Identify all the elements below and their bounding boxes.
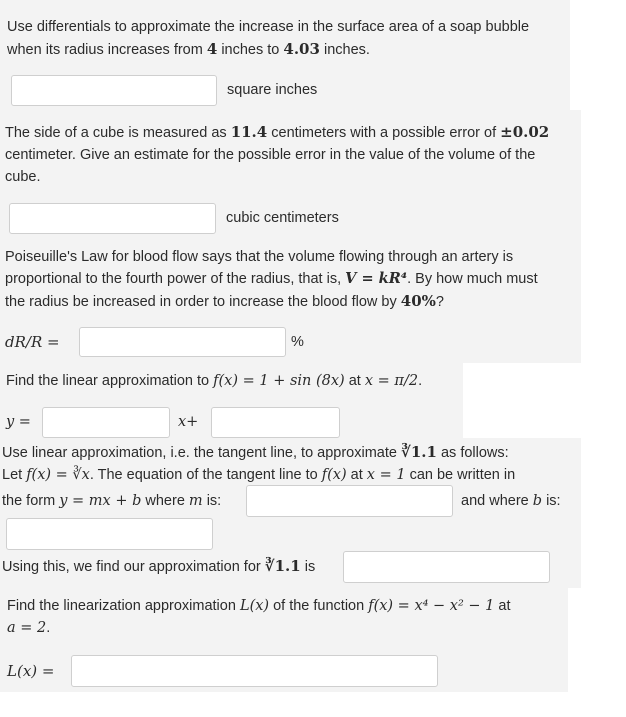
q5-line-1-pre: Use linear approximation, i.e. the tangent line, to approximate: [2, 445, 401, 461]
q5-line-3-is: is:: [202, 493, 222, 509]
q6-line-2: [7, 617, 50, 640]
q3-line-3-pre: the radius be increased in order to increase the blood flow by: [5, 294, 401, 310]
q1-line-1: Use differentials to approximate the increase in the surface area of a soap bubble: [7, 19, 530, 35]
q3-answer-label: dR/R =: [5, 333, 60, 351]
q5-is-label: is:: [542, 493, 561, 509]
q1-radius-end: 4.03: [283, 40, 320, 58]
q3-formula: V = kR⁴: [345, 270, 408, 287]
q3-unit: %: [291, 334, 304, 350]
q5-line-1: [2, 441, 509, 465]
q5-fx: f(x): [321, 467, 347, 483]
q5-b-label: [461, 490, 561, 513]
q2-error: ±0.02: [500, 123, 550, 141]
q3-line-3: [5, 290, 444, 314]
q6-line-1-post: at: [494, 598, 511, 614]
q5-function: f(x) = ∛x: [26, 467, 90, 483]
q4-point: x = π/2: [364, 373, 419, 389]
q5-approx-input[interactable]: [343, 551, 550, 583]
q4-x-label: x+: [178, 414, 199, 430]
q6-line-1-mid: of the function: [269, 598, 369, 614]
q2-line-3: cube.: [5, 169, 41, 185]
q6-function: f(x) = x⁴ − x² − 1: [368, 598, 495, 614]
q5-point: x = 1: [366, 467, 406, 483]
q5-m-var: m: [188, 493, 203, 509]
q2-side: 11.4: [230, 123, 268, 141]
q4-y-label: y =: [6, 414, 31, 430]
q5-line-1-post: as follows:: [436, 445, 509, 461]
q5-using-root: ∛1.1: [264, 557, 301, 575]
q4-question: [6, 370, 422, 393]
q5-line-3-pre: the form: [2, 493, 60, 509]
q6-answer-input[interactable]: [71, 655, 438, 687]
q4-intercept-input[interactable]: [211, 407, 340, 438]
q6-point-post: .: [46, 620, 51, 636]
q1-line-2-mid: inches to: [217, 42, 284, 58]
q5-form: y = mx + b: [59, 493, 142, 509]
q3-line-1: Poiseuille's Law for blood flow says that the volume flowing through an artery is: [5, 249, 514, 265]
q5-and-where: and where: [461, 493, 533, 509]
q5-line-2-at: at: [346, 467, 367, 483]
q5-root: ∛1.1: [400, 443, 437, 461]
q1-line-2: [7, 38, 370, 62]
q2-line-1-pre: The side of a cube is measured as: [5, 125, 231, 141]
q1-radius-start: 4: [206, 40, 218, 58]
q3-answer-input[interactable]: [79, 327, 286, 357]
q5-line-2-mid: . The equation of the tangent line to: [89, 467, 322, 483]
q4-slope-input[interactable]: [42, 407, 170, 438]
q5-line-2-pre: Let: [2, 467, 27, 483]
q4-text-post: .: [418, 373, 423, 389]
q2-unit: cubic centimeters: [226, 210, 339, 226]
q6-answer-label: L(x) =: [7, 662, 55, 680]
q4-function: f(x) = 1 + sin (8x): [213, 373, 345, 389]
q5-b-var: b: [532, 493, 543, 509]
q3-line-2-post: . By how much must: [407, 271, 538, 287]
q3-line-2-pre: proportional to the fourth power of the radius, that is,: [5, 271, 346, 287]
q1-line-2-pre: when its radius increases from: [7, 42, 207, 58]
q2-line-1-mid: centimeters with a possible error of: [267, 125, 501, 141]
q3-percent: 40%: [400, 292, 436, 310]
q3-line-2: [5, 268, 538, 291]
q5-b-input[interactable]: [6, 518, 213, 550]
q5-using-pre: Using this, we find our approximation for: [2, 559, 265, 575]
q5-m-input[interactable]: [246, 485, 453, 517]
q5-line-3: [2, 490, 221, 513]
q1-line-2-post: inches.: [319, 42, 370, 58]
q2-answer-input[interactable]: [9, 203, 216, 234]
q5-line-3-mid: where: [141, 493, 189, 509]
q2-line-2: centimeter. Give an estimate for the possible error in the value of the volume of the: [5, 147, 536, 163]
q4-text-mid: at: [344, 373, 365, 389]
q6-point: a = 2: [7, 620, 47, 636]
q3-line-3-post: ?: [435, 294, 444, 310]
q5-using-post: is: [300, 559, 316, 575]
q1-answer-input[interactable]: [11, 75, 217, 106]
q6-line-1: [7, 595, 511, 618]
q5-line-2-post: can be written in: [405, 467, 516, 483]
q4-text-pre: Find the linear approximation to: [6, 373, 214, 389]
q6-L: L(x): [239, 598, 270, 614]
q2-line-1: [5, 121, 549, 145]
q5-line-2: [2, 464, 515, 487]
q1-unit: square inches: [227, 82, 318, 98]
q5-using-line: [2, 555, 315, 579]
q6-line-1-pre: Find the linearization approximation: [7, 598, 240, 614]
